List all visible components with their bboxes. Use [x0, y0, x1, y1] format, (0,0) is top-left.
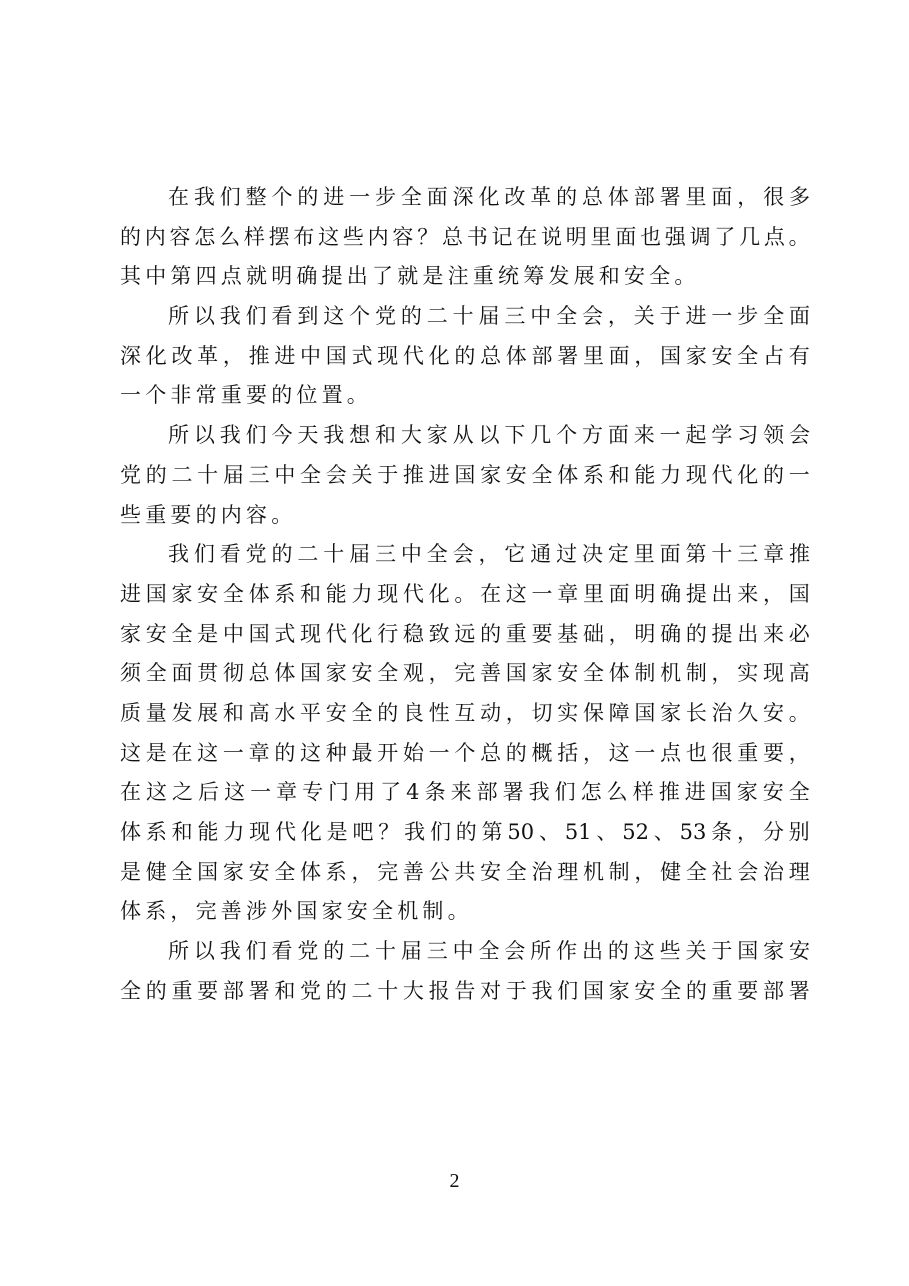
- text-line: 是 健 全 国 家 安 全 体 系 ， 完 善 公 共 安 全 治 理 机 制 ， 健 全 社 会 治 理: [120, 859, 810, 884]
- text-line: 深 化 改 革 ， 推 进 中 国 式 现 代 化 的 总 体 部 署 里 面 ， 国 家 安 全 占 有: [120, 343, 810, 368]
- text-line: 家 安 全 是 中 国 式 现 代 化 行 稳 致 远 的 重 要 基 础 ， 明 确 的 提 出 来 必: [120, 621, 810, 646]
- text-line: 一个非常重要的位置。: [120, 383, 372, 408]
- body-text: [120, 178, 810, 1011]
- text-line: 在 这 之 后 这 一 章 专 门 用 了 4 条 来 部 署 我 们 怎 么 样 推 进 国 家 安 全: [120, 780, 810, 805]
- text-line: 党 的 二 十 届 三 中 全 会 关 于 推 进 国 家 安 全 体 系 和 能 力 现 代 化 的 一: [120, 462, 810, 487]
- text-line: 所 以 我 们 看 党 的 二 十 届 三 中 全 会 所 作 出 的 这 些 关 于 国 家 安: [168, 939, 810, 964]
- text-line: 质 量 发 展 和 高 水 平 安 全 的 良 性 互 动 ， 切 实 保 障 国 家 长 治 久 安 。: [120, 700, 810, 725]
- text-line: 这 是 在 这 一 章 的 这 种 最 开 始 一 个 总 的 概 括 ， 这 一 点 也 很 重 要 ，: [120, 740, 810, 765]
- text-line: 体 系 和 能 力 现 代 化 是 吧 ？ 我 们 的 第 50 、 51 、 52 、 53 条 ， 分 别: [120, 820, 810, 844]
- text-line: 些重要的内容。: [120, 502, 297, 527]
- text-line: 在 我 们 整 个 的 进 一 步 全 面 深 化 改 革 的 总 体 部 署 里 面 ， 很 多: [168, 185, 810, 209]
- text-line: 体系，完善涉外国家安全机制。: [120, 899, 473, 924]
- text-line: 进 国 家 安 全 体 系 和 能 力 现 代 化 。 在 这 一 章 里 面 明 确 提 出 来 ， 国: [120, 581, 810, 606]
- text-line: 须 全 面 贯 彻 总 体 国 家 安 全 观 ， 完 善 国 家 安 全 体 制 机 制 ， 实 现 高: [120, 661, 810, 686]
- text-line: 的 内 容 怎 么 样 摆 布 这 些 内 容 ？ 总 书 记 在 说 明 里 面 也 强 调 了 几 点 。: [120, 224, 810, 249]
- text-line: 其中第四点就明确提出了就是注重统筹发展和安全。: [120, 264, 700, 289]
- text-line: 所 以 我 们 今 天 我 想 和 大 家 从 以 下 几 个 方 面 来 一 起 学 习 领 会: [168, 423, 810, 448]
- text-line: 全 的 重 要 部 署 和 党 的 二 十 大 报 告 对 于 我 们 国 家 安 全 的 重 要 部 署: [120, 978, 810, 1003]
- page-number: 2: [449, 1170, 460, 1192]
- text-line: 我 们 看 党 的 二 十 届 三 中 全 会 ， 它 通 过 决 定 里 面 第 十 三 章 推: [168, 542, 810, 567]
- text-line: 所 以 我 们 看 到 这 个 党 的 二 十 届 三 中 全 会 ， 关 于 进 一 步 全 面: [168, 304, 810, 329]
